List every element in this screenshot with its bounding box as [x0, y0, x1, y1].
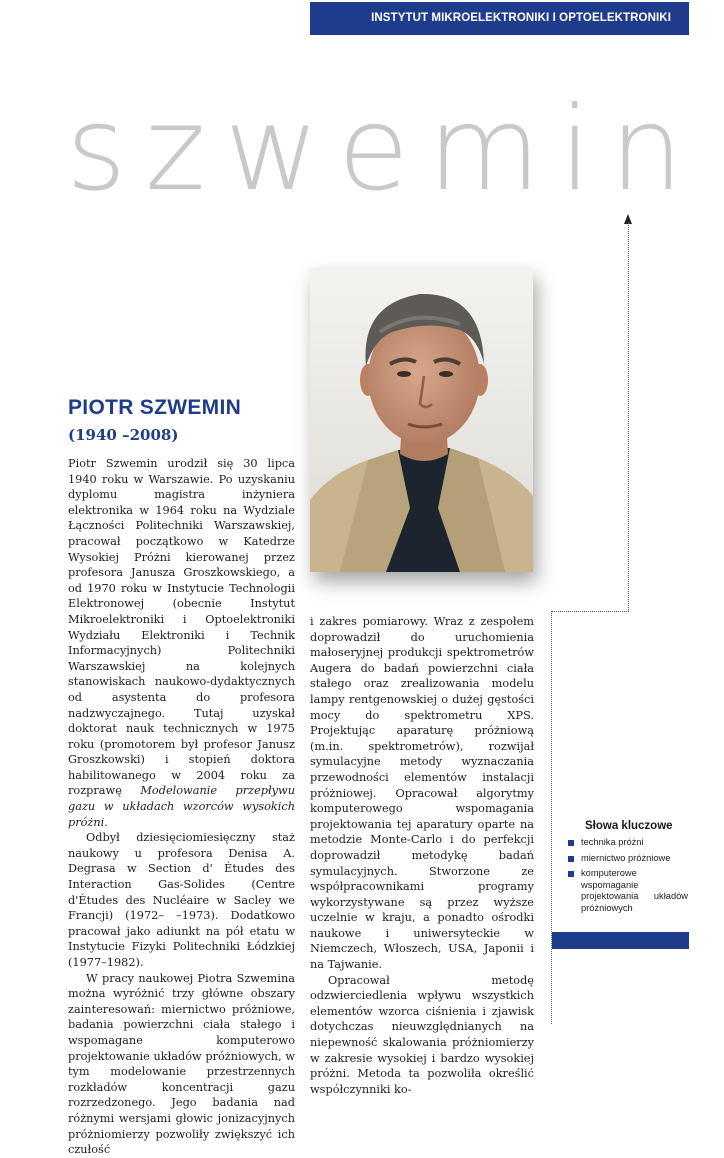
keywords-list [566, 837, 688, 919]
square-bullet-icon [568, 871, 574, 877]
square-bullet-icon [568, 856, 574, 862]
portrait-photo [310, 268, 533, 572]
person-name: PIOTR SZWEMIN [68, 396, 242, 419]
bio-paragraph: i zakres pomiarowy. Wraz z zespołem doprowadził do uruchomienia małoseryjnej produkcji spektrometrów Augera do badań powierzchni ciała stałego oraz zrealizowania modelu lampy rentgenowskiej o dużej gęstości mocy do spektrometru XPS. Projektując aparaturę próżniową (m.in. spektrometrów), rozwijał symulacyjne metody wyznaczania przewodności elementów instalacji próżniowej. Opracował algorytmy komputerowego wspomagania projektowania tej aparatury oparte na metodzie Monte-Carlo i do perfekcji doprowadził metodykę badań symulacyjnych. Stworzone ze współpracownikami programy wykorzystywane są przez wyższe uczelnie w kraju, a ponadto ośrodki naukowe i uniwersyteckie w Niemczech, Włoszech, USA, Japonii i na Tajwanie. [310, 615, 534, 972]
bio-paragraph: Piotr Szwemin urodził się 30 lipca 1940 roku w Warszawie. Po uzyskaniu dyplomu magistra inżyniera elektronika w 1964 roku na Wydziale Łączności Politechniki Warszawskiej, pracował początkowo w Katedrze Wysokiej Próżni kierowanej przez profesora Janusza Groszkowskiego, a od 1970 roku w Instytucie Technologii Elektronowej (obecnie Instytut Mikroelektroniki i Optoelektroniki Wydziału Elektroniki i Technik Informacyjnych) Politechniki Warszawskiej na kolejnych stanowiskach naukowo-dydaktycznych od asystenta do profesora nadzwyczajnego. Tutaj uzyskał doktorat nauk technicznych w 1975 roku (promotorem był profesor Janusz Groszkowski) i stopień doktora habilitowanego w 2004 roku za rozprawę Modelowanie przepływu gazu w układach wzorców wysokich próżni. [68, 457, 295, 829]
dotted-column-divider [551, 611, 552, 1024]
biography-column-1 [68, 456, 295, 1158]
keyword-item: komputerowe wspomaganie projektowania układów próżniowych [566, 868, 688, 914]
thesis-title: Modelowanie przepływu gazu w układach wzorców wysokich próżni. [68, 784, 295, 829]
institute-name: INSTYTUT MIKROELEKTRONIKI I OPTOELEKTRONIKI [371, 12, 671, 24]
dotted-connector-horizontal [551, 611, 629, 612]
keyword-item: technika próżni [566, 837, 688, 849]
banner-surname: szwemin [66, 82, 702, 217]
person-years: (1940 –2008) [68, 426, 179, 444]
bio-paragraph: Opracował metodę odzwierciedlenia wpływu wszystkich elementów wzorca ciśnienia i zjawisk dotychczas nieuwzględnianych na niepewność skalowania próżniomierzy w zakresie wysokiej i bardzo wysokiej próżni. Metoda ta pozwoliła określić współczynniki ko- [310, 973, 534, 1096]
keyword-item: miernictwo próżniowe [566, 853, 688, 865]
bio-paragraph: Odbył dziesięciomiesięczny staż naukowy u profesora Denisa A. Degrasa w Section d' Études des Interaction Gas-Solides (Centre d'Études des Nucléaire w Sacley we Francji) (1972– –1973). Dodatkowo pracował jako adiunkt na pół etatu w Instytucie Fizyki Politechniki Łódzkiej (1977–1982). [68, 831, 295, 969]
biography-column-2 [310, 614, 534, 1097]
bio-paragraph: W pracy naukowej Piotra Szwemina można wyróżnić trzy główne obszary zainteresowań: miernictwo próżniowe, badania powierzchni ciała stałego i wspomagane komputerowo projektowanie układów próżniowych, w tym modelowanie przestrzennych rozkładów koncentracji gazu rozrzedzonego. Jego badania nad różnymi wersjami głowic jonizacyjnych próżniomierzy pozwoliły zwiększyć ich czułość [68, 971, 295, 1157]
keywords-title: Słowa kluczowe [585, 820, 673, 832]
header-bar [310, 2, 689, 35]
square-bullet-icon [568, 840, 574, 846]
footer-accent-bar [552, 932, 689, 949]
dotted-connector-vertical [628, 222, 629, 612]
